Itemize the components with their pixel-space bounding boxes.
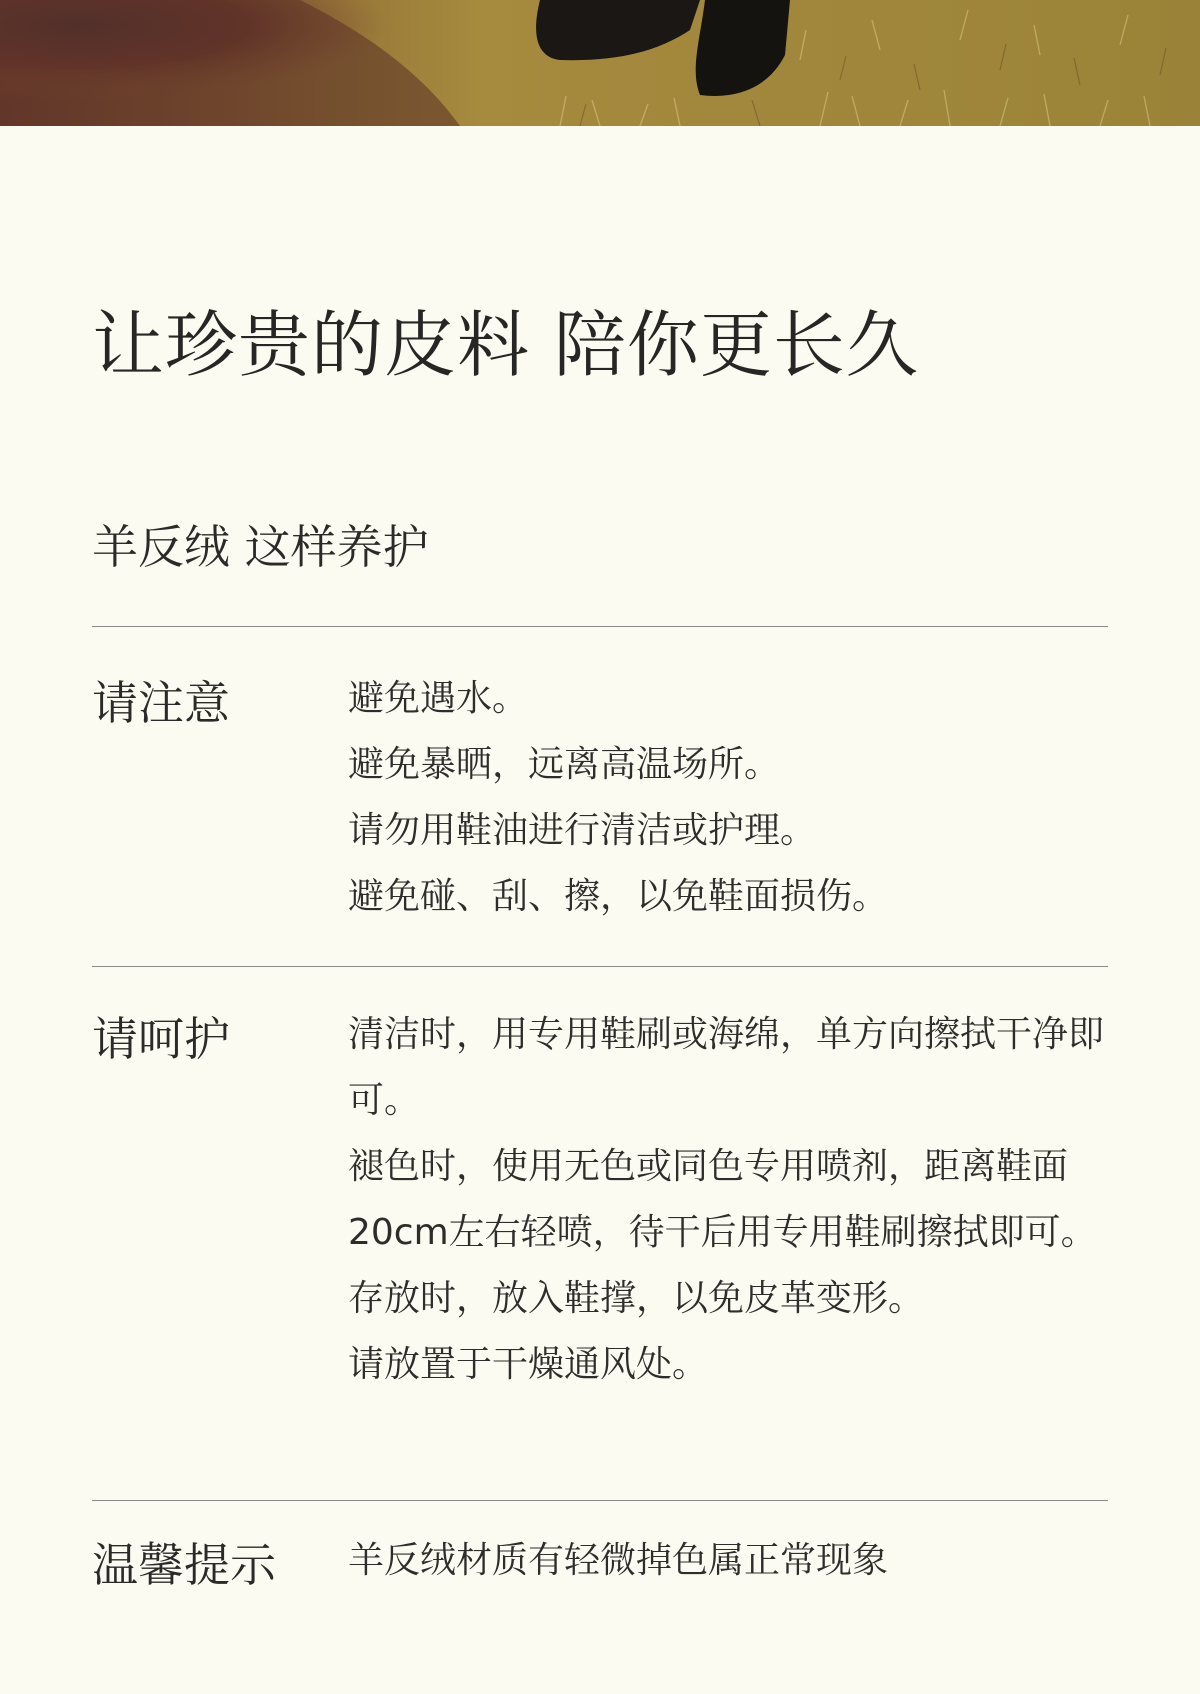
list-item: 避免遇水。	[348, 678, 529, 719]
list-item: 请勿用鞋油进行清洁或护理。	[348, 810, 817, 851]
page-title: 让珍贵的皮料 陪你更长久	[92, 303, 919, 387]
page-subtitle: 羊反绒 这样养护	[92, 520, 429, 574]
list-item: 避免碰、刮、擦，以免鞋面损伤。	[348, 876, 889, 917]
list-item: 存放时，放入鞋撑，以免皮革变形。	[348, 1278, 925, 1319]
section-tip-list	[348, 1528, 1108, 1594]
list-item: 请放置于干燥通风处。	[348, 1344, 709, 1385]
section-care-list	[348, 1002, 1108, 1398]
section-label-notice: 请注意	[92, 676, 230, 730]
list-item: 避免暴晒，远离高温场所。	[348, 744, 781, 785]
section-label-care: 请呵护	[92, 1012, 230, 1066]
list-item: 褪色时，使用无色或同色专用喷剂，距离鞋面20cm左右轻喷，待干后用专用鞋刷擦拭即可。	[348, 1146, 1097, 1253]
hero-photo-art	[0, 0, 1200, 126]
section-divider	[92, 966, 1108, 967]
list-item: 羊反绒材质有轻微掉色属正常现象	[348, 1540, 889, 1581]
section-label-tip: 温馨提示	[92, 1538, 276, 1592]
section-divider	[92, 626, 1108, 627]
hero-photo	[0, 0, 1200, 126]
section-divider	[92, 1500, 1108, 1501]
list-item: 清洁时，用专用鞋刷或海绵，单方向擦拭干净即可。	[348, 1014, 1105, 1121]
section-notice-list	[348, 666, 1108, 930]
